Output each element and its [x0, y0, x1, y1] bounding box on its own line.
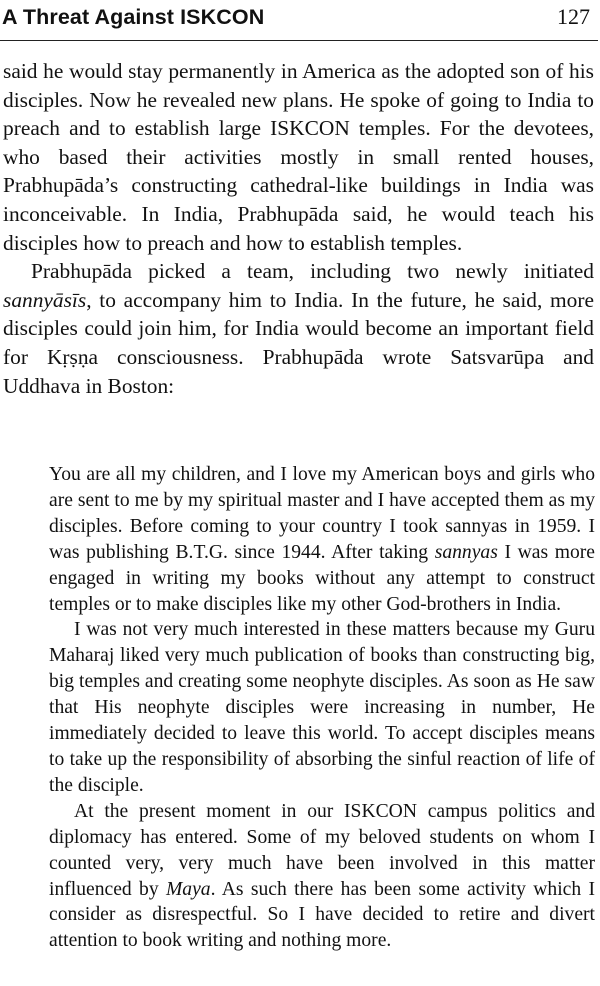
- quote-paragraph-3-text: At the present moment in our ISKCON campus politics and diplomacy has entered. Some of my beloved students on whom I counted very, very much have been involved in this matter influenced by: [49, 800, 595, 900]
- paragraph-2: [3, 257, 594, 400]
- paragraph-2-text-continued: , to accompany him to India. In the future, he said, more disciples could join him, for India would become an important field for Kṛṣṇa consciousness. Prabhupāda wrote Satsvarūpa and Uddhava in Boston:: [3, 287, 594, 398]
- paragraph-1: [3, 57, 594, 257]
- quote-paragraph-1: [49, 462, 595, 617]
- block-quote-letter: [49, 462, 595, 954]
- quote-paragraph-1-italic-term: sannyas: [434, 541, 498, 563]
- quote-paragraph-3-text-continued: . As such there has been some activity which I consider as disrespectful. So I have decided to retire and divert attention to book writing and nothing more.: [49, 878, 595, 952]
- page-number: 127: [557, 4, 590, 29]
- quote-paragraph-1-text: You are all my children, and I love my American boys and girls who are sent to me by my spiritual master and I have accepted them as my disciples. Before coming to your country I took sannyas in 1959. I was publishing B.T.G. since 1944. After taking: [49, 464, 595, 563]
- body-text: [3, 57, 594, 400]
- quote-paragraph-1-text-continued: I was more engaged in writing my books without any attempt to construct temples or to make disciples like my other God-brothers in India.: [49, 541, 595, 615]
- quote-paragraph-2: [49, 617, 595, 798]
- paragraph-1-text: said he would stay permanently in America as the adopted son of his disciples. Now he revealed new plans. He spoke of going to India to preach and to establish large ISKCON temples. For the devotees, who based their activities mostly in small rented houses, Prabhupāda’s constructing cathedral-like buildings in India was inconceivable. In India, Prabhupāda said, he would teach his disciples how to preach and how to establish temples.: [3, 59, 594, 255]
- quote-paragraph-2-text: I was not very much interested in these matters because my Guru Maharaj liked very much publication of books than constructing big, big temples and creating some neophyte disciples. As soon as He saw that His neophyte disciples were increasing in number, He immediately decided to leave this world. To accept disciples means to take up the responsibility of absorbing the sinful reaction of life of the disciple.: [49, 619, 595, 796]
- chapter-title: A Threat Against ISKCON: [2, 5, 265, 29]
- quote-paragraph-3-italic-term: Maya: [165, 878, 211, 900]
- running-head: [2, 4, 590, 34]
- quote-paragraph-3: [49, 799, 595, 954]
- header-rule: [0, 40, 598, 41]
- paragraph-2-italic-term: sannyāsīs: [3, 287, 87, 312]
- paragraph-2-text: Prabhupāda picked a team, including two newly initiated: [31, 259, 594, 284]
